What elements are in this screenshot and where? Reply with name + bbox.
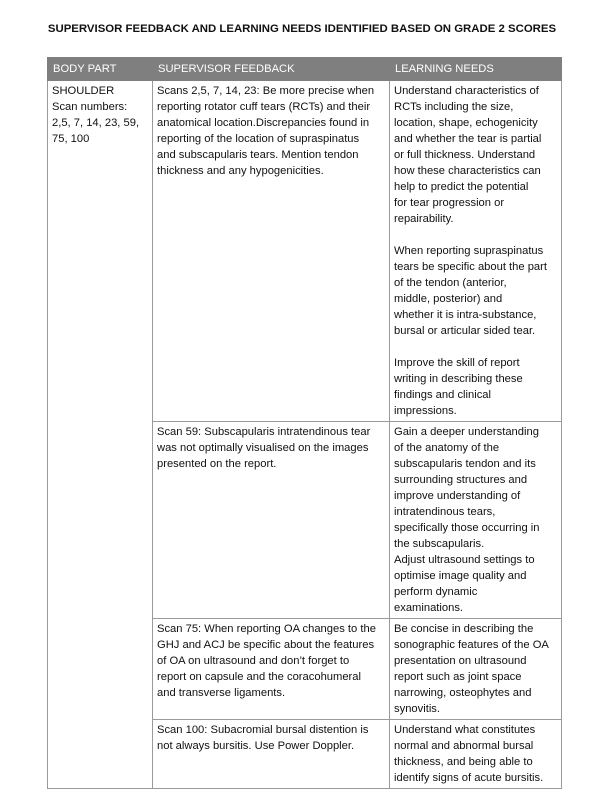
page-title: SUPERVISOR FEEDBACK AND LEARNING NEEDS IDENTIFIED BASED ON GRADE 2 SCORES (47, 23, 557, 35)
body-part-name: SHOULDER (52, 85, 115, 97)
header-learning-needs: LEARNING NEEDS (390, 58, 562, 81)
learning-needs-cell (390, 720, 562, 789)
learning-needs-cell (390, 81, 562, 422)
learning-need-text: Be concise in describing the sonographic features of the OA presentation on ultrasound report such as joint space narrowing, osteophytes and synovitis. (394, 623, 549, 715)
feedback-text: Scan 75: When reporting OA changes to the GHJ and ACJ be specific about the features of OA on ultrasound and don’t forget to report on capsule and the coracohumeral and transverse ligaments. (157, 623, 376, 699)
learning-needs-cell (390, 422, 562, 619)
learning-need-text: Understand what constitutes normal and abnormal bursal thickness, and being able to identify signs of acute bursitis. (394, 724, 544, 784)
learning-needs-cell (390, 619, 562, 720)
feedback-cell (153, 720, 390, 789)
learning-need-text: Understand characteristics of RCTs including the size, location, shape, echogenicity and whether the tear is partial or full thickness. Understand how these characteristics can help to predict the potential for tear progression or repairability. (394, 85, 542, 225)
body-part-cell (48, 81, 153, 789)
learning-need-text: Gain a deeper understanding of the anatomy of the subscapularis tendon and its surrounding structures and improve understanding of intratendinous tears, specifically those occurring in the subscapularis. Adjust ultrasound settings to optimise image quality and perform dynamic examinations. (394, 426, 540, 614)
learning-need-text: Improve the skill of report writing in describing these findings and clinical impressions. (394, 357, 523, 417)
header-supervisor-feedback: SUPERVISOR FEEDBACK (153, 58, 390, 81)
feedback-cell (153, 81, 390, 422)
feedback-cell (153, 422, 390, 619)
feedback-table (47, 57, 562, 789)
learning-need-text: When reporting supraspinatus tears be specific about the part of the tendon (anterior, middle, posterior) and whether it is intra-substance, bursal or articular sided tear. (394, 245, 547, 337)
feedback-text: Scans 2,5, 7, 14, 23: Be more precise when reporting rotator cuff tears (RCTs) and their anatomical location.Discrepancies found in reporting of the location of supraspinatus and subscapularis tears. Mention tendon thickness and any hypogenicities. (157, 85, 375, 177)
feedback-cell (153, 619, 390, 720)
header-body-part: BODY PART (48, 58, 153, 81)
feedback-text: Scan 100: Subacromial bursal distention is not always bursitis. Use Power Doppler. (157, 724, 369, 752)
feedback-text: Scan 59: Subscapularis intratendinous tear was not optimally visualised on the images presented on the report. (157, 426, 371, 470)
table-header-row (48, 58, 562, 81)
table-row (48, 81, 562, 422)
scan-numbers: Scan numbers: 2,5, 7, 14, 23, 59, 75, 100 (52, 101, 140, 145)
